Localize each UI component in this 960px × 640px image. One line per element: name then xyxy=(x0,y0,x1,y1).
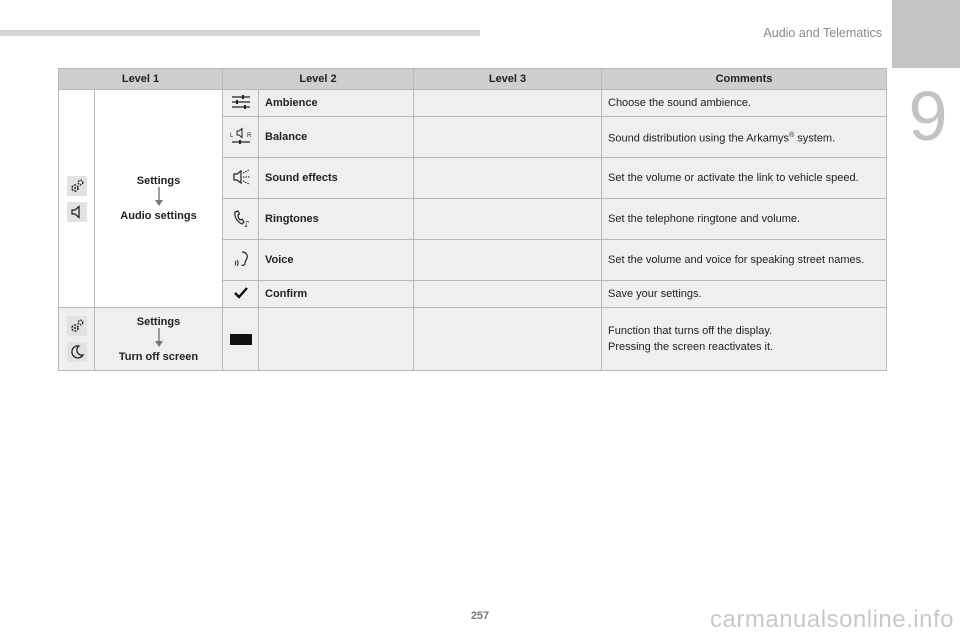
chapter-tab xyxy=(892,0,960,68)
comment-ambience: Choose the sound ambience. xyxy=(602,90,887,117)
column-header-level-3: Level 3 xyxy=(414,69,602,90)
screen-off-icon xyxy=(230,334,252,345)
level2-ringtones: Ringtones xyxy=(259,199,414,240)
menu-path-audio-settings: Audio settings xyxy=(120,210,197,222)
settings-table xyxy=(58,68,887,371)
moon-icon xyxy=(67,342,87,362)
comment-confirm: Save your settings. xyxy=(602,281,887,308)
menu-path-settings: Settings xyxy=(136,315,181,328)
level1-icons-cell xyxy=(59,90,95,308)
comment-turn-off-screen: Function that turns off the display. Pressing the screen reactivates it. xyxy=(602,308,887,371)
chapter-number: 9 xyxy=(908,77,948,155)
svg-text:R: R xyxy=(246,132,251,139)
level2-voice: Voice xyxy=(259,240,414,281)
svg-text:L: L xyxy=(229,132,233,139)
settings-gears-icon xyxy=(67,176,87,196)
menu-path-turn-off-screen: Turn off screen xyxy=(118,350,199,363)
level3-cell xyxy=(414,281,602,308)
level1-icons-cell xyxy=(59,308,95,371)
level2-empty-cell xyxy=(259,308,414,371)
column-header-level-2: Level 2 xyxy=(223,69,414,90)
comment-sound-effects: Set the volume or activate the link to vehicle speed. xyxy=(602,158,887,199)
level2-ambience: Ambience xyxy=(259,90,414,117)
level2-balance: Balance xyxy=(259,117,414,158)
table-row xyxy=(59,308,887,371)
voice-icon xyxy=(231,249,251,269)
level3-cell xyxy=(414,158,602,199)
level3-cell xyxy=(414,240,602,281)
table-row xyxy=(59,90,887,117)
level2-confirm: Confirm xyxy=(259,281,414,308)
comment-voice: Set the volume and voice for speaking street names. xyxy=(602,240,887,281)
level3-cell xyxy=(414,90,602,117)
arrow-down-icon xyxy=(153,328,165,348)
svg-text:♪: ♪ xyxy=(243,219,250,228)
menu-path-settings: Settings xyxy=(136,175,181,187)
level1-path-cell xyxy=(95,308,223,371)
header-bar xyxy=(0,30,480,36)
speaker-icon xyxy=(67,202,87,222)
arrow-down-icon xyxy=(153,187,165,207)
level3-cell xyxy=(414,308,602,371)
balance-icon xyxy=(230,127,252,145)
equalizer-icon xyxy=(231,94,251,110)
level1-path-cell xyxy=(95,90,223,308)
checkmark-icon xyxy=(234,287,248,299)
level3-cell xyxy=(414,199,602,240)
table-header-row xyxy=(59,69,887,90)
level2-sound-effects: Sound effects xyxy=(259,158,414,199)
page-number: 257 xyxy=(470,610,490,622)
level3-cell xyxy=(414,117,602,158)
settings-gears-icon xyxy=(67,316,87,336)
section-title: Audio and Telematics xyxy=(763,26,882,40)
comment-balance: Sound distribution using the Arkamys® system. xyxy=(602,117,887,158)
sound-effects-icon xyxy=(231,168,251,186)
ringtone-icon xyxy=(231,208,251,228)
comment-ringtones: Set the telephone ringtone and volume. xyxy=(602,199,887,240)
column-header-level-1: Level 1 xyxy=(59,69,223,90)
column-header-comments: Comments xyxy=(602,69,887,90)
watermark: carmanualsonline.info xyxy=(710,606,954,633)
